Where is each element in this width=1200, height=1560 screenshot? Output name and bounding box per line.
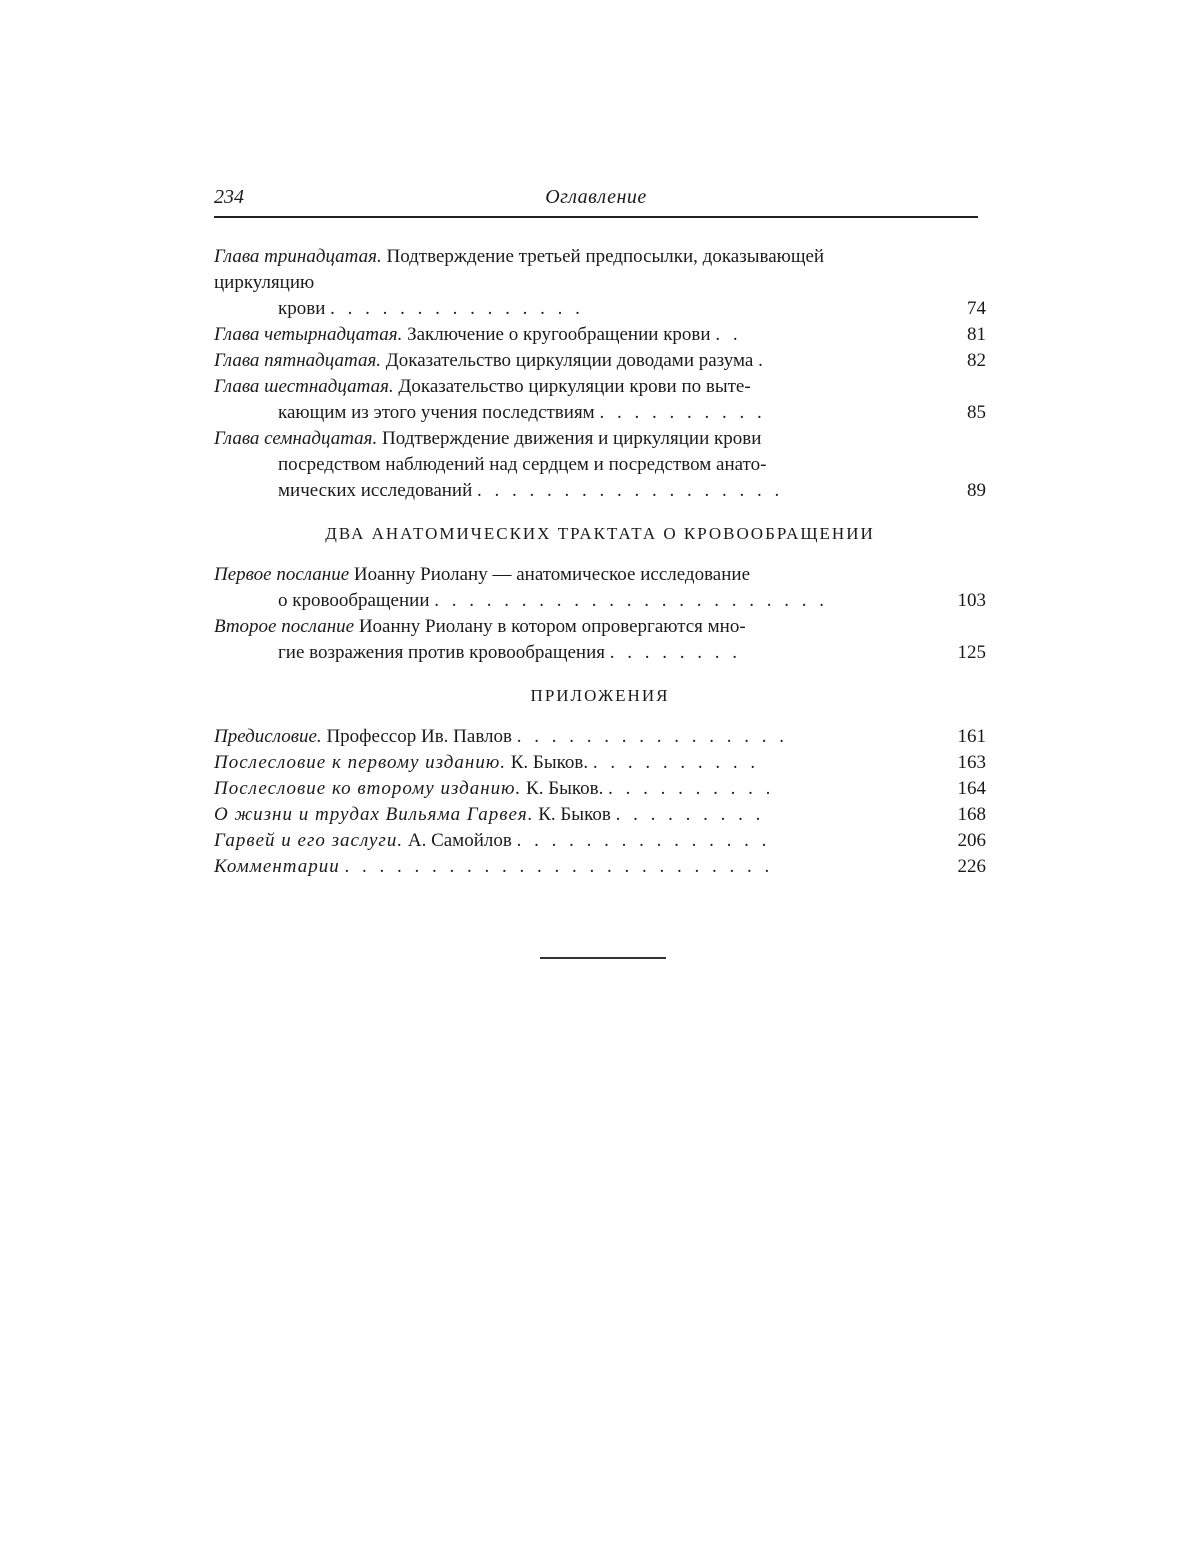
toc-entry-page: 89 bbox=[967, 480, 986, 501]
toc-entry-label: Послесловие ко второму изданию. bbox=[214, 778, 522, 799]
leader-dots: . . . . . . . . . . . . . . . bbox=[330, 298, 584, 319]
leader-dots: . . . . . . . . bbox=[609, 642, 741, 663]
toc-entry-text bbox=[214, 750, 914, 776]
toc-entry-title-cont: посредством наблюдений над сердцем и посредством анато- bbox=[278, 454, 767, 475]
table-of-contents bbox=[214, 244, 986, 880]
leader-dots: . . . . . . . . . . . . . . . . . . bbox=[477, 480, 784, 501]
toc-entry-label: Глава пятнадцатая. bbox=[214, 350, 382, 371]
toc-entry-text bbox=[214, 854, 914, 880]
toc-entry-author: А. Самойлов bbox=[403, 830, 512, 851]
toc-entry-second-letter[interactable] bbox=[214, 614, 986, 666]
toc-entry-page: 103 bbox=[957, 590, 986, 611]
toc-entry-title: Иоанну Риолану — анатомическое исследование bbox=[349, 564, 751, 585]
header-rule bbox=[214, 216, 978, 218]
toc-entry-afterword-first[interactable] bbox=[214, 750, 986, 776]
toc-entry-text bbox=[214, 802, 914, 828]
toc-entry-author: К. Быков. bbox=[505, 752, 589, 773]
leader-dots: . bbox=[758, 350, 767, 371]
toc-entry-label: Гарвей и его заслуги. bbox=[214, 830, 404, 851]
toc-entry-life-and-works[interactable] bbox=[214, 802, 986, 828]
toc-entry-title: Иоанну Риолану в котором опровергаются мно- bbox=[354, 616, 746, 637]
toc-entry-page: 206 bbox=[957, 830, 986, 851]
toc-entry-label: Комментарии bbox=[214, 856, 340, 877]
toc-entry-text bbox=[214, 374, 914, 426]
toc-entry-text bbox=[214, 614, 914, 666]
leader-dots: . . . . . . . . . bbox=[615, 804, 765, 825]
leader-dots: . . bbox=[715, 324, 742, 345]
toc-entry-chapter-17[interactable] bbox=[214, 426, 986, 504]
toc-entry-title-cont: о кровообращении bbox=[278, 590, 430, 611]
toc-entry-label: Второе послание bbox=[214, 616, 355, 637]
toc-entry-chapter-15[interactable] bbox=[214, 348, 986, 374]
toc-entry-page: 226 bbox=[957, 856, 986, 877]
toc-entry-label: Глава семнадцатая. bbox=[214, 428, 378, 449]
section-heading-appendices: ПРИЛОЖЕНИЯ bbox=[530, 686, 670, 705]
toc-entry-label: Глава тринадцатая. bbox=[214, 246, 382, 267]
page-number: 234 bbox=[214, 186, 244, 208]
page-header bbox=[214, 186, 978, 216]
toc-entry-page: 125 bbox=[957, 642, 986, 663]
toc-entry-text bbox=[214, 322, 914, 348]
section-heading-treatises: ДВА АНАТОМИЧЕСКИХ ТРАКТАТА О КРОВООБРАЩЕНИИ bbox=[325, 524, 875, 543]
toc-entry-title: Доказательство циркуляции доводами разума bbox=[381, 350, 754, 371]
leader-dots: . . . . . . . . . . bbox=[608, 778, 775, 799]
toc-entry-title-cont: мических исследований bbox=[278, 480, 473, 501]
toc-entry-label: О жизни и трудах Вильяма Гарвея. bbox=[214, 804, 534, 825]
toc-entry-chapter-13[interactable] bbox=[214, 244, 986, 322]
leader-dots: . . . . . . . . . . . . . . . . . . . . . . . bbox=[434, 590, 828, 611]
toc-entry-harvey-merits[interactable] bbox=[214, 828, 986, 854]
toc-entry-title: Подтверждение движения и циркуляции крови bbox=[377, 428, 762, 449]
toc-entry-text bbox=[214, 562, 914, 614]
toc-entry-label: Глава шестнадцатая. bbox=[214, 376, 394, 397]
toc-entry-page: 81 bbox=[967, 324, 986, 345]
toc-entry-page: 161 bbox=[957, 726, 986, 747]
toc-entry-text bbox=[214, 426, 914, 504]
toc-entry-author: К. Быков bbox=[533, 804, 611, 825]
toc-entry-title: Подтверждение третьей предпосылки, доказывающей циркуляцию bbox=[214, 246, 825, 293]
leader-dots: . . . . . . . . . . . . . . . . bbox=[516, 726, 789, 747]
toc-entry-page: 163 bbox=[957, 752, 986, 773]
toc-entry-page: 74 bbox=[967, 298, 986, 319]
toc-entry-chapter-16[interactable] bbox=[214, 374, 986, 426]
toc-entry-afterword-second[interactable] bbox=[214, 776, 986, 802]
leader-dots: . . . . . . . . . . bbox=[599, 402, 766, 423]
toc-entry-text bbox=[214, 724, 914, 750]
running-title: Оглавление bbox=[545, 186, 647, 208]
leader-dots: . . . . . . . . . . . . . . . bbox=[516, 830, 771, 851]
toc-entry-label: Первое послание bbox=[214, 564, 350, 585]
toc-entry-chapter-14[interactable] bbox=[214, 322, 986, 348]
toc-entry-title-cont: крови bbox=[278, 298, 326, 319]
toc-entry-title-cont: гие возражения против кровообращения bbox=[278, 642, 605, 663]
toc-entry-page: 168 bbox=[957, 804, 986, 825]
toc-entry-page: 164 bbox=[957, 778, 986, 799]
leader-dots: . . . . . . . . . . . . . . . . . . . . . . . . . bbox=[344, 856, 774, 877]
toc-entry-text bbox=[214, 348, 914, 374]
toc-entry-first-letter[interactable] bbox=[214, 562, 986, 614]
toc-entry-author: Профессор Ив. Павлов bbox=[321, 726, 513, 747]
toc-entry-page: 85 bbox=[967, 402, 986, 423]
toc-entry-title-cont: кающим из этого учения последствиям bbox=[278, 402, 595, 423]
toc-entry-text bbox=[214, 244, 914, 322]
toc-entry-label: Послесловие к первому изданию. bbox=[214, 752, 506, 773]
toc-entry-label: Предисловие. bbox=[214, 726, 322, 747]
toc-entry-author: К. Быков. bbox=[521, 778, 604, 799]
toc-entry-text bbox=[214, 776, 914, 802]
toc-entry-label: Глава четырнадцатая. bbox=[214, 324, 403, 345]
toc-entry-title: Заключение о кругообращении крови bbox=[402, 324, 711, 345]
toc-entry-page: 82 bbox=[967, 350, 986, 371]
closing-rule bbox=[540, 957, 666, 959]
toc-entry-commentary[interactable] bbox=[214, 854, 986, 880]
toc-entry-title: Доказательство циркуляции крови по выте- bbox=[393, 376, 751, 397]
toc-entry-preface[interactable] bbox=[214, 724, 986, 750]
toc-entry-text bbox=[214, 828, 914, 854]
leader-dots: . . . . . . . . . . bbox=[592, 752, 760, 773]
